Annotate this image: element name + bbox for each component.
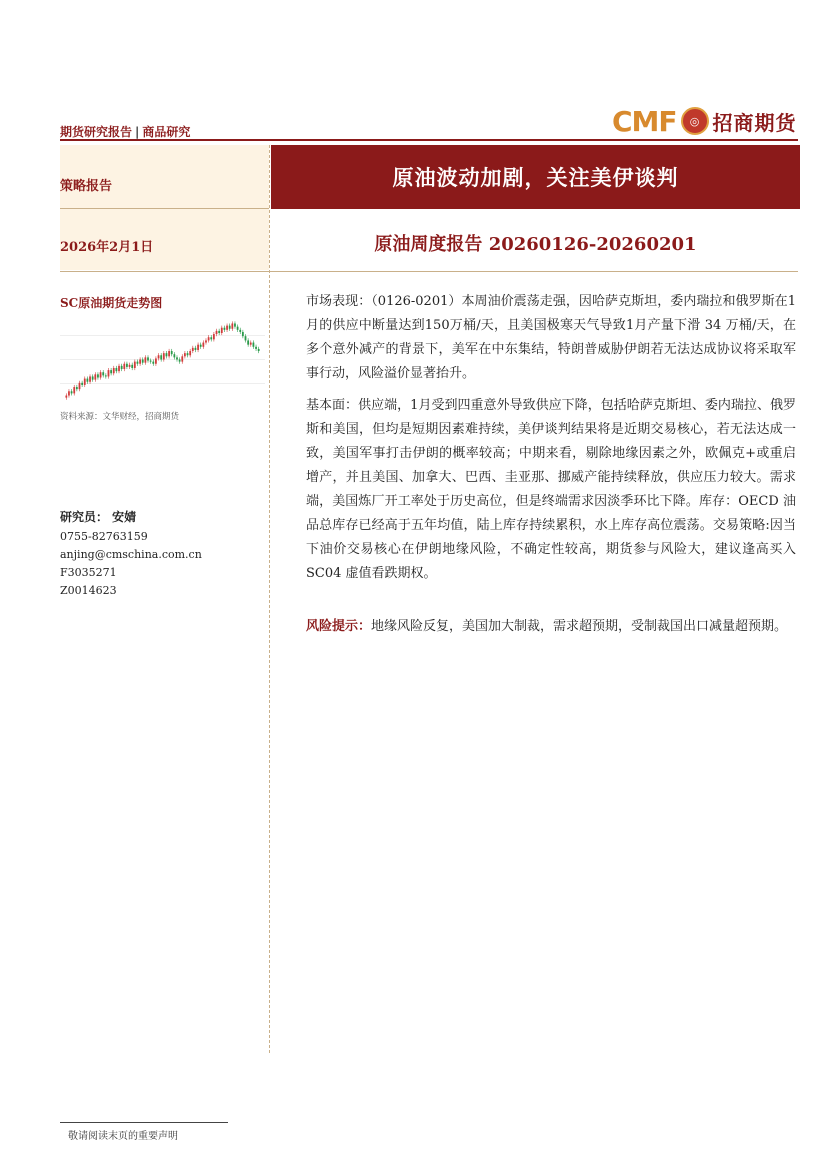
candle-body <box>245 336 247 340</box>
report-date: 2026年2月1日 <box>60 240 154 255</box>
report-subtitle: 原油周度报告 20260126-20260201 <box>374 234 697 255</box>
chart-source: 资料来源：文华财经，招商期货 <box>60 412 180 422</box>
candle-body <box>68 391 70 395</box>
price-chart-svg <box>60 311 265 408</box>
candle-body <box>200 345 202 347</box>
analyst-phone: 0755-82763159 <box>60 530 148 543</box>
logo-latin: CMF <box>612 104 677 138</box>
candle-body <box>173 354 175 357</box>
candle-body <box>205 340 207 342</box>
risk-label: 风险提示： <box>306 619 372 634</box>
candle-body <box>242 332 244 336</box>
footer-rule <box>60 1122 228 1123</box>
candle-body <box>71 391 73 393</box>
candle-body <box>171 351 173 354</box>
category-separator: | <box>135 125 140 139</box>
candle-body <box>155 358 157 363</box>
category-left: 期货研究报告 <box>60 125 133 139</box>
candle-body <box>142 360 144 363</box>
candle-body <box>126 364 128 367</box>
candle-body <box>247 340 249 344</box>
logo-emblem-icon: ◎ <box>681 107 709 135</box>
candle-body <box>108 370 110 376</box>
candle-body <box>202 343 204 347</box>
candle-body <box>250 343 252 345</box>
candle-body <box>218 331 220 333</box>
candle-body <box>76 387 78 389</box>
candle-body <box>216 331 218 334</box>
analyst-email[interactable]: anjing@cmschina.com.cn <box>60 548 202 561</box>
company-logo <box>612 104 797 138</box>
header-rule <box>60 139 798 141</box>
candle-body <box>158 355 160 358</box>
report-type: 策略报告 <box>60 179 113 194</box>
candle-body <box>84 379 86 385</box>
candle-body <box>224 328 226 330</box>
report-category <box>60 123 190 140</box>
candle-body <box>113 368 115 373</box>
report-title: 原油波动加剧，关注美伊谈判 <box>392 165 679 190</box>
risk-paragraph <box>306 615 796 639</box>
license-number-2: Z0014623 <box>60 584 117 597</box>
candle-body <box>213 334 215 339</box>
candle-body <box>255 347 257 349</box>
fundamentals-paragraph: 基本面：供应端，1月受到四重意外导致供应下降，包括哈萨克斯坦、委内瑞拉、俄罗斯和美国，但均是短期因素难持续，美伊谈判结果将是近期交易核心，若无法达成一致，美国军事打击伊朗的概率较高；中期来看，剔除地缘因素之外，欧佩克+或重启增产，并且美国、加拿大、巴西、圭亚那、挪威产能持续释放，供应压力较大。需求端，美国炼厂开工率处于历史高位，但是终端需求因淡季环比下降。库存：OECD 油品总库存已经高于五年均值，陆上库存持续累积，水上库存高位震荡。交易策略:因当下油价交易核心在伊朗地缘风险，不确定性较高，期货参与风险大，建议逢高买入 SC04 虚值看跌期权。 <box>306 398 796 581</box>
candle-body <box>210 337 212 339</box>
candle-body <box>121 366 123 369</box>
candle-body <box>131 365 133 368</box>
candle-body <box>168 351 170 356</box>
candle-body <box>208 337 210 340</box>
chart-title: SC原油期货走势图 <box>60 296 163 310</box>
type-divider <box>60 208 269 209</box>
candle-body <box>234 323 236 326</box>
candle-body <box>195 348 197 350</box>
candle-body <box>123 364 125 369</box>
candle-body <box>94 374 96 379</box>
candle-body <box>89 376 91 381</box>
candle-body <box>129 365 131 367</box>
candle-body <box>73 387 75 393</box>
candle-body <box>150 361 152 362</box>
candle-body <box>226 326 228 330</box>
price-chart <box>60 311 265 408</box>
candle-body <box>184 353 186 356</box>
candle-body <box>152 362 154 364</box>
footer-disclaimer: 敬请阅读末页的重要声明 <box>68 1131 178 1142</box>
market-performance-paragraph: 市场表现：（0126-0201）本周油价震荡走强，因哈萨克斯坦，委内瑞拉和俄罗斯在1月的供应中断量达到150万桶/天，且美国极寒天气导致1月产量下滑 34 万桶/天，在多个意外减产的背景下，美军在中东集结，特朗普威胁伊朗若无法达成协议将采取军事行动，风险溢价显著抬升。 <box>306 294 796 381</box>
candle-body <box>105 375 107 376</box>
candle-body <box>258 349 260 351</box>
candle-body <box>239 330 241 332</box>
candle-body <box>147 357 149 360</box>
analyst-name: 研究员： 安婧 <box>60 510 137 524</box>
logo-chinese: 招商期货 <box>712 110 797 135</box>
candle-body <box>187 353 189 355</box>
candle-body <box>65 396 67 398</box>
candle-body <box>176 357 178 359</box>
candle-body <box>179 360 181 362</box>
risk-text: 地缘风险反复，美国加大制裁，需求超预期，受制裁国出口减量超预期。 <box>371 619 788 634</box>
candle-body <box>102 372 104 375</box>
candle-body <box>86 379 88 382</box>
candle-body <box>134 362 136 368</box>
candle-body <box>160 355 162 359</box>
candle-body <box>97 374 99 377</box>
candle-body <box>79 383 81 389</box>
candle-body <box>192 348 194 351</box>
candle-body <box>166 353 168 356</box>
candle-body <box>189 351 191 355</box>
column-divider <box>269 145 270 1053</box>
candle-body <box>231 323 233 328</box>
candle-body <box>139 360 141 364</box>
candle-body <box>115 368 117 371</box>
candle-body <box>181 356 183 361</box>
category-right: 商品研究 <box>142 125 191 139</box>
candle-body <box>81 383 83 385</box>
candle-body <box>137 362 139 364</box>
candle-body <box>221 328 223 333</box>
candle-body <box>163 353 165 359</box>
candle-body <box>110 370 112 373</box>
candle-body <box>229 326 231 329</box>
title-banner <box>271 145 800 209</box>
candle-body <box>92 376 94 379</box>
candle-body <box>253 343 255 347</box>
candle-body <box>144 357 146 362</box>
candle-body <box>237 327 239 330</box>
candle-body <box>197 345 199 350</box>
license-number-1: F3035271 <box>60 566 117 579</box>
candle-body <box>100 372 102 377</box>
candle-body <box>118 366 120 371</box>
section-rule <box>60 271 798 272</box>
